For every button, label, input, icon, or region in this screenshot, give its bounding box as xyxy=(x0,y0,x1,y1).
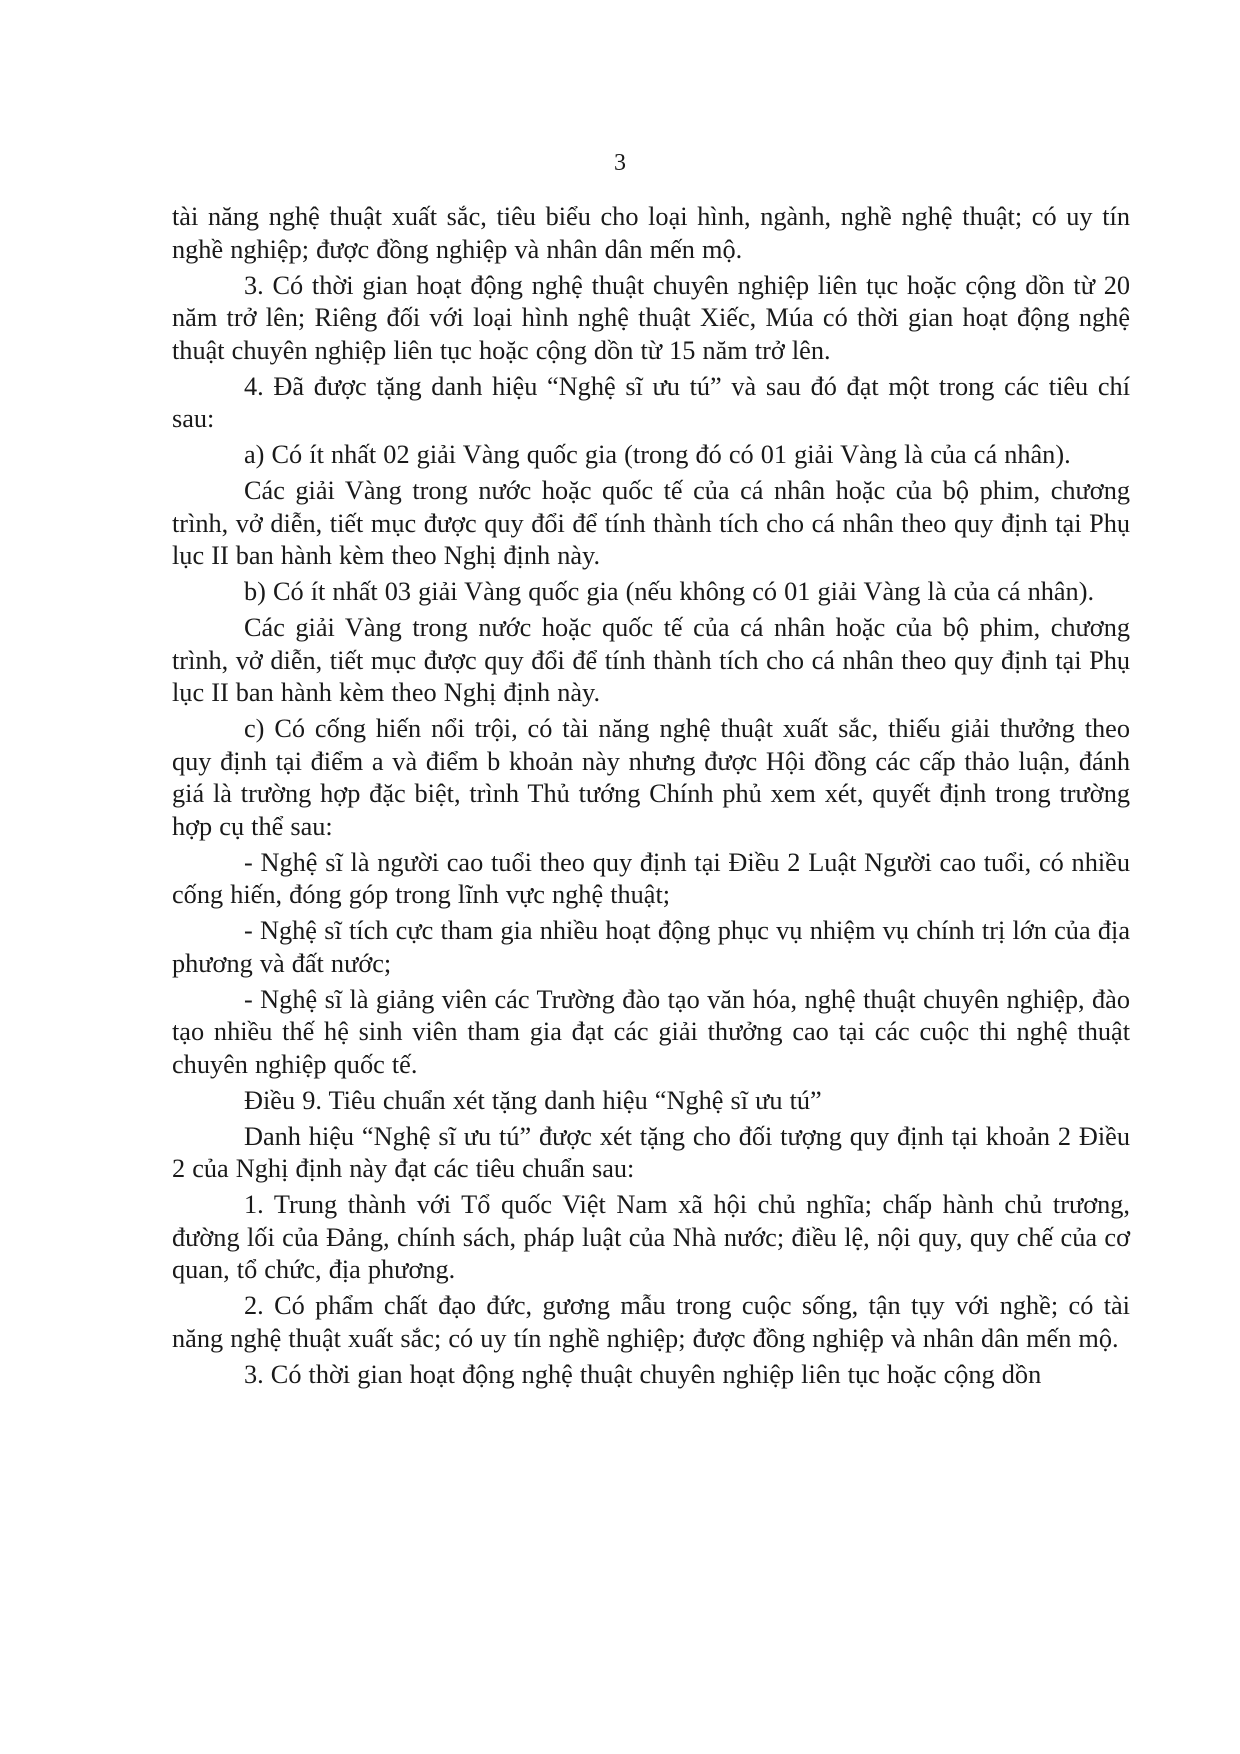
paragraph-clause-4-criteria: 4. Đã được tặng danh hiệu “Nghệ sĩ ưu tú” và sau đó đạt một trong các tiêu chí sau: xyxy=(172,371,1130,433)
paragraph-article-9-clause-3: 3. Có thời gian hoạt động nghệ thuật chuyên nghiệp liên tục hoặc cộng dồn xyxy=(244,1359,1042,1389)
document-body xyxy=(172,201,1130,1395)
paragraph-article-9-intro: Danh hiệu “Nghệ sĩ ưu tú” được xét tặng cho đối tượng quy định tại khoản 2 Điều 2 của Nghị định này đạt các tiêu chuẩn sau: xyxy=(172,1121,1130,1183)
paragraph-bullet-lecturer: - Nghệ sĩ là giảng viên các Trường đào tạo văn hóa, nghệ thuật chuyên nghiệp, đào tạo nhiều thế hệ sinh viên tham gia đạt các giải thưởng cao tại các cuộc thi nghệ thuật chuyên nghiệp quốc tế. xyxy=(172,984,1130,1079)
article-9-heading: Điều 9. Tiêu chuẩn xét tặng danh hiệu “Nghệ sĩ ưu tú” xyxy=(244,1085,822,1115)
page-number: 3 xyxy=(614,150,626,176)
paragraph-bullet-political-tasks: - Nghệ sĩ tích cực tham gia nhiều hoạt động phục vụ nhiệm vụ chính trị lớn của địa phương và đất nước; xyxy=(172,916,1130,978)
paragraph-continuation: tài năng nghệ thuật xuất sắc, tiêu biểu cho loại hình, ngành, nghề nghệ thuật; có uy tín nghề nghiệp; được đồng nghiệp và nhân dân mến mộ. xyxy=(172,202,1130,264)
paragraph-point-a-note: Các giải Vàng trong nước hoặc quốc tế của cá nhân hoặc của bộ phim, chương trình, vở diễn, tiết mục được quy đổi để tính thành tích cho cá nhân theo quy định tại Phụ lục II ban hành kèm theo Nghị định này. xyxy=(172,476,1130,570)
paragraph-bullet-elderly-artist: - Nghệ sĩ là người cao tuổi theo quy định tại Điều 2 Luật Người cao tuổi, có nhiều cống hiến, đóng góp trong lĩnh vực nghệ thuật; xyxy=(172,847,1130,909)
paragraph-point-b: b) Có ít nhất 03 giải Vàng quốc gia (nếu không có 01 giải Vàng là của cá nhân). xyxy=(244,577,1095,606)
paragraph-clause-3-service-time: 3. Có thời gian hoạt động nghệ thuật chuyên nghiệp liên tục hoặc cộng dồn từ 20 năm trở lên; Riêng đối với loại hình nghệ thuật Xiếc, Múa có thời gian hoạt động nghệ thuật chuyên nghiệp liên tục hoặc cộng dồn từ 15 năm trở lên. xyxy=(172,270,1130,365)
paragraph-point-b-note: Các giải Vàng trong nước hoặc quốc tế của cá nhân hoặc của bộ phim, chương trình, vở diễn, tiết mục được quy đổi để tính thành tích cho cá nhân theo quy định tại Phụ lục II ban hành kèm theo Nghị định này. xyxy=(172,613,1130,707)
paragraph-article-9-clause-1: 1. Trung thành với Tổ quốc Việt Nam xã hội chủ nghĩa; chấp hành chủ trương, đường lối của Đảng, chính sách, pháp luật của Nhà nước; điều lệ, nội quy, quy chế của cơ quan, tổ chức, địa phương. xyxy=(172,1190,1130,1284)
paragraph-point-c: c) Có cống hiến nổi trội, có tài năng nghệ thuật xuất sắc, thiếu giải thưởng theo quy định tại điểm a và điểm b khoản này nhưng được Hội đồng các cấp thảo luận, đánh giá là trường hợp đặc biệt, trình Thủ tướng Chính phủ xem xét, quyết định trong trường hợp cụ thể sau: xyxy=(172,714,1130,841)
paragraph-article-9-clause-2: 2. Có phẩm chất đạo đức, gương mẫu trong cuộc sống, tận tụy với nghề; có tài năng nghệ thuật xuất sắc; có uy tín nghề nghiệp; được đồng nghiệp và nhân dân mến mộ. xyxy=(172,1291,1130,1353)
paragraph-point-a: a) Có ít nhất 02 giải Vàng quốc gia (trong đó có 01 giải Vàng là của cá nhân). xyxy=(244,440,1071,469)
